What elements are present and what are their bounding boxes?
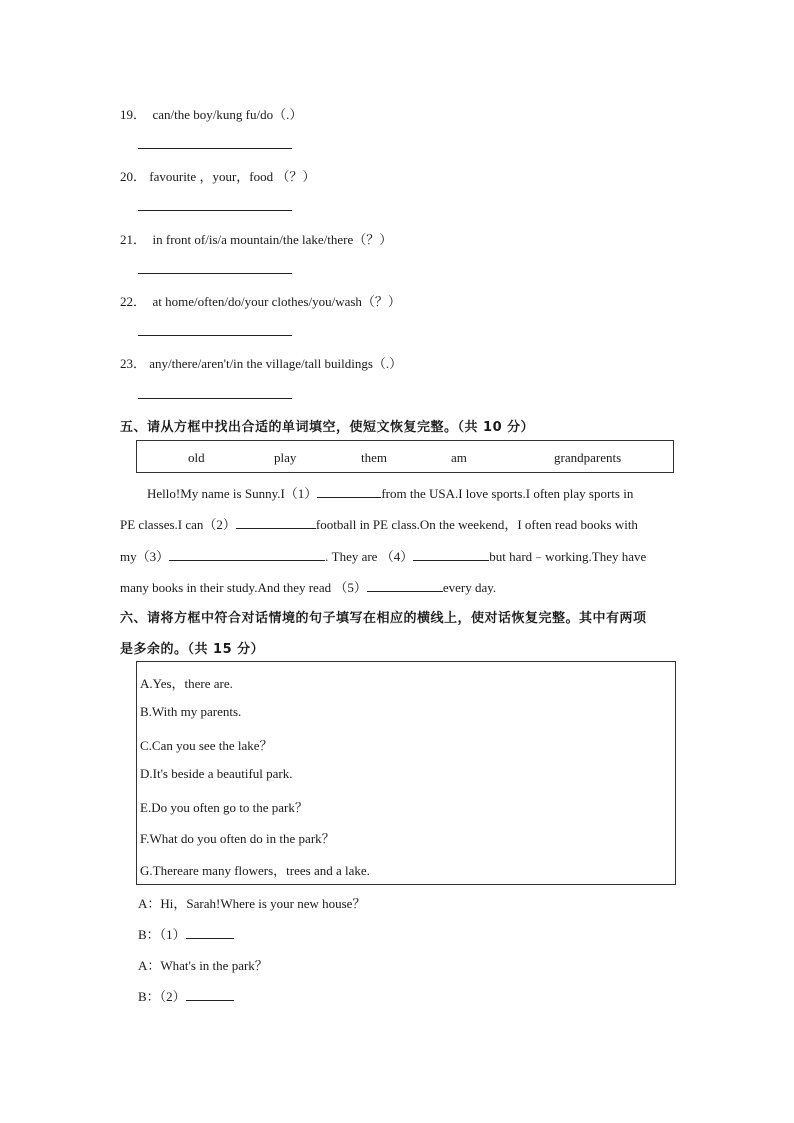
answer-line-23[interactable]: [138, 398, 292, 399]
question-23: [120, 353, 402, 372]
word-bank-box: [136, 440, 674, 473]
question-text: at home/often/do/your clothes/you/wash（？）: [152, 294, 401, 309]
answer-line-20[interactable]: [138, 210, 292, 211]
dialogue-text: Hi，Sarah!Where is your new house？: [160, 896, 366, 911]
question-19: [120, 104, 302, 123]
question-text: favourite ，your，food （？）: [149, 169, 316, 184]
passage-line-1: [147, 483, 633, 502]
section-6-title-line-1: 六、请将方框中符合对话情境的句子填写在相应的横线上，使对话恢复完整。其中有两项: [120, 611, 647, 626]
passage-line-2: [120, 514, 638, 533]
dialogue-text: What's in the park？: [160, 958, 268, 973]
option-e: E.Do you often go to the park？: [140, 800, 308, 815]
options-box: [136, 661, 676, 885]
dialogue-line-3: [138, 955, 268, 974]
question-text: in front of/is/a mountain/the lake/there（？）: [152, 232, 393, 247]
section-5-title: 五、请从方框中找出合适的单词填空，使短文恢复完整。（共 10 分）: [120, 420, 535, 435]
option-a: A.Yes，there are.: [140, 676, 233, 691]
question-number: 20．: [120, 169, 147, 184]
option-g: G.Thereare many flowers，trees and a lake.: [140, 863, 370, 878]
passage-line-3: [120, 546, 646, 565]
word-bank-item: am: [451, 450, 467, 465]
question-number: 21．: [120, 232, 147, 247]
question-20: [120, 166, 315, 185]
dialogue-line-2: [138, 924, 234, 943]
word-bank-item: them: [361, 450, 387, 465]
speaker: A：: [138, 958, 161, 973]
speaker: B：: [138, 989, 160, 1004]
question-21: [120, 229, 392, 248]
dialogue-text: （2）: [159, 989, 186, 1004]
speaker: A：: [138, 896, 161, 911]
passage-text: but hard﹣working.They have: [489, 549, 647, 564]
answer-line-21[interactable]: [138, 273, 292, 274]
question-text: can/the boy/kung fu/do（.）: [152, 107, 303, 122]
question-number: 19．: [120, 107, 147, 122]
question-text: any/there/aren't/in the village/tall buildings（.）: [149, 356, 403, 371]
section-6-title-line-2: 是多余的。（共 15 分）: [120, 642, 265, 657]
passage-text: my（3）: [120, 549, 170, 564]
answer-line-19[interactable]: [138, 148, 292, 149]
word-bank-item: grandparents: [554, 450, 622, 465]
blank-2[interactable]: [236, 517, 316, 529]
dialogue-text: （1）: [159, 927, 186, 942]
dialogue-line-4: [138, 986, 234, 1005]
blank-3[interactable]: [169, 549, 325, 561]
question-number: 22．: [120, 294, 147, 309]
blank-4[interactable]: [413, 549, 489, 561]
dialogue-line-1: [138, 893, 365, 912]
passage-text: PE classes.I can（2）: [120, 517, 236, 532]
option-f: F.What do you often do in the park？: [140, 831, 335, 846]
word-bank-item: play: [274, 450, 297, 465]
option-c: C.Can you see the lake？: [140, 738, 273, 753]
passage-text: every day.: [442, 580, 497, 595]
dialogue-blank-2[interactable]: [186, 989, 234, 1001]
word-bank-item: old: [188, 450, 205, 465]
option-d: D.It's beside a beautiful park.: [140, 766, 293, 781]
blank-1[interactable]: [317, 486, 381, 498]
question-22: [120, 291, 401, 310]
passage-text: from the USA.I love sports.I often play sports in: [381, 486, 634, 501]
passage-text: many books in their study.And they read （5）: [120, 580, 367, 595]
blank-5[interactable]: [367, 580, 443, 592]
passage-line-4: [120, 577, 496, 596]
passage-text: . They are （4）: [325, 549, 414, 564]
dialogue-blank-1[interactable]: [186, 927, 234, 939]
answer-line-22[interactable]: [138, 335, 292, 336]
option-b: B.With my parents.: [140, 704, 242, 719]
speaker: B：: [138, 927, 160, 942]
passage-text: Hello!My name is Sunny.I（1）: [147, 486, 318, 501]
question-number: 23．: [120, 356, 147, 371]
passage-text: football in PE class.On the weekend，I often read books with: [315, 517, 638, 532]
